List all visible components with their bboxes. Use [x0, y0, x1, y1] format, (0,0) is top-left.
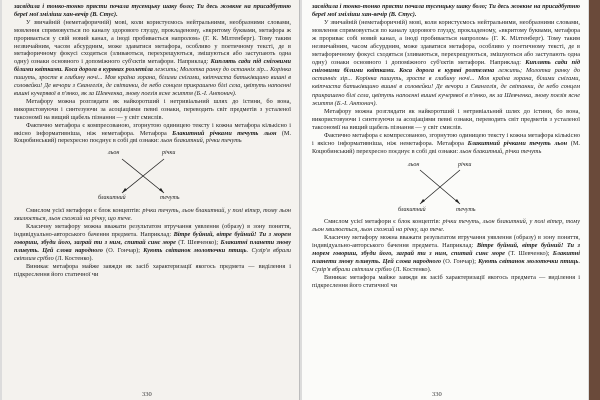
- right-page-text: [312, 3, 580, 290]
- right-page-number: 330: [432, 391, 442, 398]
- diagram-label-bottom-left: блакитний: [98, 195, 126, 202]
- cross-lines: [312, 158, 580, 216]
- cross-lines: [14, 147, 292, 205]
- book-cover-edge: [589, 0, 600, 400]
- paragraph-1: У звичайній (неметафоричній) мові, коли користуємось нейтральними, необразними словами, мовлення спрямовується по каналу здорового глузду, прокладеному, «вкритому буквами, метафора ж проривається у свій новий канал, а іноді пробивається напролом» (Г. К. Мілтенберг). Тому таким незвичайним, часом абсурдним, може здаватися метафора, особливо у поетичному тексті, де в метафоричному фокусі сходяться (зливаються, перехрещуються, змішуються або заступають одна одну) ознаки основного і допоміжного суб'єктів метафори. Наприклад: Киплять сади під сніговими білими квітками. Коса дорога в курявах розлетіла лежить; Молотка ранку до останніх зір... Корінка пишуть, зросте в глибину ночі... Моя країна зорана, білими снігами, квітчаста батьківщино вишні в соловейки! Де вечори з Євангелія, де світанки, де небо сонцем прикрашено білі села, цвітуть напоєнні вишні кучерявої в п'янко, як за Шевченка, знову поезія ясне життя (Б.-І. Антонич).: [14, 18, 292, 97]
- paragraph-6: Виникає метафора майже завжди як засіб характеризації якогось предмета — виділення і підкреслення його статичної чи: [312, 274, 580, 290]
- metaphor-cross-diagram: [312, 158, 580, 216]
- diagram-label-top-right: річки: [162, 150, 176, 157]
- diagram-label-top-right: річки: [458, 161, 472, 168]
- paragraph-6: Виникає метафора майже завжди як засіб характеризації якогось предмета — виділення і підкреслення його статичної чи: [14, 262, 291, 278]
- diagram-label-bottom-right: течуть: [456, 206, 476, 213]
- top-lines: засвідила і тонко-тонко прясти почала тусенцьку шаку боло; Ти десь жовкне на присадбутню береї мої зміліиш хан-вечір (В. Стус).: [312, 3, 580, 19]
- right-page: [302, 0, 588, 400]
- metaphor-cross-diagram: [14, 147, 291, 205]
- paragraph-2: Метафору можна розглядати як найкоротший і нетривіальний шлях до істини, бо вона, використовуючи і синтезуючи за асоціаціями певні ознаки, переводить світ предметів з усталеної таксономії на вищий щабель пізнання — у світ смислів.: [14, 97, 291, 121]
- diagram-label-top-left: льон: [108, 150, 120, 157]
- paragraph-3: Фактично метафора є компресованою, згорнутою одиницею тексту і кожна метафора кількісно і якісно інформативніша, ніж неметафора. Метафора Блакитний річками течуть льон (М. Коцюбинський) перехресно поєднує в собі дві ознаки: льон блакитний, річки течуть: [14, 121, 292, 145]
- paragraph-1: У звичайній (неметафоричній) мові, коли користуємось нейтральними, необразними словами, мовлення спрямовується по каналу здорового глузду, прокладеному, «вкритому буквами, метафора ж прориває собі новий канал, а іноді пробивається напролом» (Г. К. Мілтенберг). Тому таким незвичайним, часом абсурдним, може здаватися метафора, особливо у поетичному тексті, де в метафоричному фокусі сходяться (зливаються, перехрещуються, змішуються або заступають одна одну) ознаки основного і допоміжного суб'єктів метафори. Наприклад: Киплять сади під сніговими білими квітками. Коса дорога в куряві розтелена лежить; Молотка ранку до останніх зір... Корінка пишуть, зросте в глибину ночі... Моя країна зорана, білими снігами, квітчаста батьківщино вишні в соловейки! Де вечори з Євангелія, де світанки, де небо сонцем прикрашено білі села, цвітуть напоєнні вишні кучерявої в п'янко, як за Шевченка, знову поезія ясне життя (Б.-І. Антонич).: [312, 19, 580, 107]
- paragraph-4: Смислом усієї метафори є блок концептів: річки течуть, льон блакитний, у полі вітер, тому льон хвилюється, льон схожий на річку, що тече.: [14, 207, 291, 223]
- diagram-label-bottom-right: течуть: [160, 195, 180, 202]
- left-page-number: 330: [142, 391, 152, 398]
- diagram-label-bottom-left: блакитний: [398, 206, 426, 213]
- left-page-text: [14, 3, 291, 278]
- paragraph-2: Метафору можна розглядати як найкоротший і нетривіальний шлях до істини, бо вона, використовуючи і синтезуючи за асоціаціями певні ознаки, переводить світ предметів з усталеної таксономії на вищий щабель пізнання — у світ смислів.: [312, 107, 580, 131]
- top-lines: засвідила і тонко-тонко прясти почала тусенцьку шаку боло; Ти десь жовкне на присадбутню береї мої зміліиш хан-вечір (В. Стус).: [14, 3, 291, 18]
- paragraph-5: Класичну метафору можна вважати результатом втручання уявлення (образу) в зону поняття, індивідуально-авторського бачення предмета. Наприклад: Вітре буйний, вітре буйний! Ти з морем говориш, збуди його, заграй ти з ним, спитай синє море (Т. Шевченко); Блакитні планети знову пливуть. Цей слова народного (О. Гончар); Кують світанок молоточки птиць. Сузір'я вбрали світлим срібло (Л. Костенко).: [14, 223, 292, 262]
- diagram-label-top-left: льон: [408, 161, 420, 168]
- paragraph-5: Класичну метафору можна вважати результатом втручання уявлення (образу) в зону поняття, індивідуально-авторського бачення предмета. Наприклад: Вітре буйний, вітре буйний! Ти з морем говориш, збуди його, заграй ти з ним, спитай синє море (Т. Шевченко); Блакитні планети знову пливуть. Цей слова народного (О. Гончар); Кують світанок молоточки птиць. Сузір'я вбрали світлим срібло (Л. Костенко).: [312, 233, 581, 274]
- paragraph-4: Смислом усієї метафори є блок концептів: річки течуть, льон блакитний, у полі вітер, тому льон хвилюється, льон схожий на річку, що тече.: [312, 217, 581, 233]
- paragraph-3: Фактично метафора є компресованою, згорнутою одиницею тексту і кожна метафора кількісно і якісно інформативніша, ніж неметафора. Метафора Блакитний річками течуть льон (М. Коцюбинський) перехресно поєднує в собі дві ознаки: льон блакитний, річки течуть: [312, 131, 581, 155]
- left-page: [2, 0, 300, 400]
